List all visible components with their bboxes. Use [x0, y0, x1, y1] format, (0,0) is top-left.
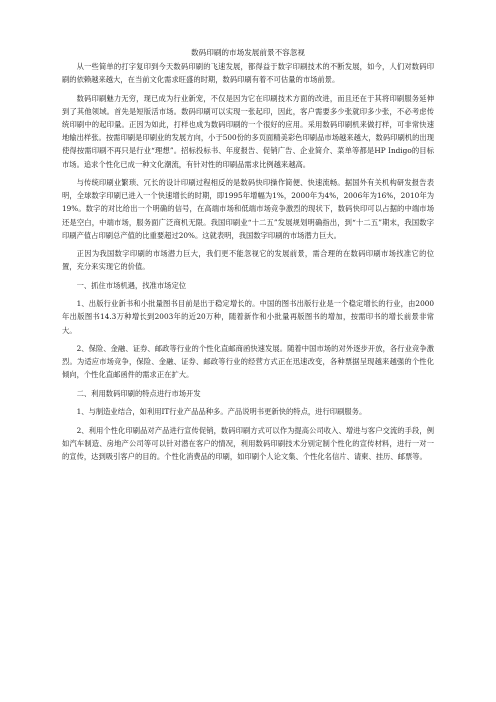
intro-paragraph: 从一些简单的打字复印到今天数码印刷的飞速发展，都得益于数字印刷技术的不断发展，如今，人们对数码印刷的依赖越来越大，在当前文化需求旺盛的时期，数码印刷有着不可估量的市场前景。: [62, 62, 434, 85]
section-item-paragraph: 2、利用个性化印刷品对产品进行宣传促销，数码印刷方式可以作为提高公司收入、增进与客户交流的手段，例如汽车制造、房地产公司等可以针对潜在客户的情况，利用数码印刷技术分别定制个性化的宣传材料，进行一对一的宣传，达到吸引客户的目的。个性化消费品的印刷，如印刷个人论文集、个性化名信片、请柬、挂历、邮票等。: [62, 425, 434, 461]
section-heading: 二、利用数码印刷的特点进行市场开发: [76, 388, 201, 398]
document-title: 数码印刷的市场发展前景不容忽视: [191, 48, 305, 57]
body-paragraph: 与传统印刷业繁琐、冗长的设计印刷过程相反的是数码快印操作简便、快速流畅。据国外有关机构研发报告表明，全球数字印刷已进入一个快速增长的时期，即1995年增幅为1%，2000年为4%，2006年为16%，2010年为19%。数字的对比给出一个明确的信号，在高端市场和低端市场竞争激烈的现状下，数码快印可以占据的中端市场还是空白，中端市场，服务面广泛商机无限。我国印刷业“十二五”发展规划明确指出，到“十二五”期末，我国数字印刷产值占印刷总产值的比重要超过20%。这就表明，我国数字印刷的市场潜力巨大。: [62, 178, 434, 240]
document-page: [62, 47, 434, 468]
section-item-paragraph: 2、保险、金融、证券、邮政等行业的个性化直邮商函快速发展。随着中国市场的对外逐步开放，各行业竞争激烈。为适应市场竞争，保险、金融、证券、邮政等行业的经营方式正在迅速改变，各种票据呈现越来越强的个性化倾向，个性化直邮函件的需求正在扩大。: [62, 343, 434, 380]
section-item-paragraph: 1、与制造业结合，如利用IT行业产品品种多。产品说明书更新快的特点，进行印刷服务。: [76, 407, 367, 417]
body-paragraph: 正因为我国数字印刷的市场潜力巨大，我们更不能忽视它的发展前景，需合理的在数码印刷市场找准它的位置，充分来实现它的价值。: [62, 249, 434, 272]
body-paragraph: 数码印刷魅力无穷，现已成为行业新宠，不仅是因为它在印刷技术方面的改进，而且还在于其将印刷服务延伸到了其他领域。首先是短版活市场。数码印刷可以实现一张起印，因此，客户需要多少张就印多少张，不必考虑传统印刷中的起印量。正因为如此，打样也成为数码印刷的一个很好的应用。采用数码印刷机来做打样，可非常快速地输出样张。按需印刷是印刷业的发展方向，小于500份的多页面精美彩色印刷品市场越来越大，数码印刷机的出现使得按需印刷不再只是行业“理想”。招标投标书、年度报告、促销广告、企业简介、菜单等都是HP Indigo的目标市场。追求个性化已成一种文化潮流，有针对性的印刷品需求比例越来越高。: [62, 93, 434, 169]
section-heading: 一、抓住市场机遇，找准市场定位: [76, 280, 187, 290]
section-item-paragraph: 1、出版行业新书和小批量图书目前是出于稳定增长的。中国的图书出版行业是一个稳定增长的行业，由2000年出版图书14.3万种增长到2003年的近20万种，随着新作和小批量再版图书的增加，按需印书的增长前景非常大。: [62, 299, 434, 335]
